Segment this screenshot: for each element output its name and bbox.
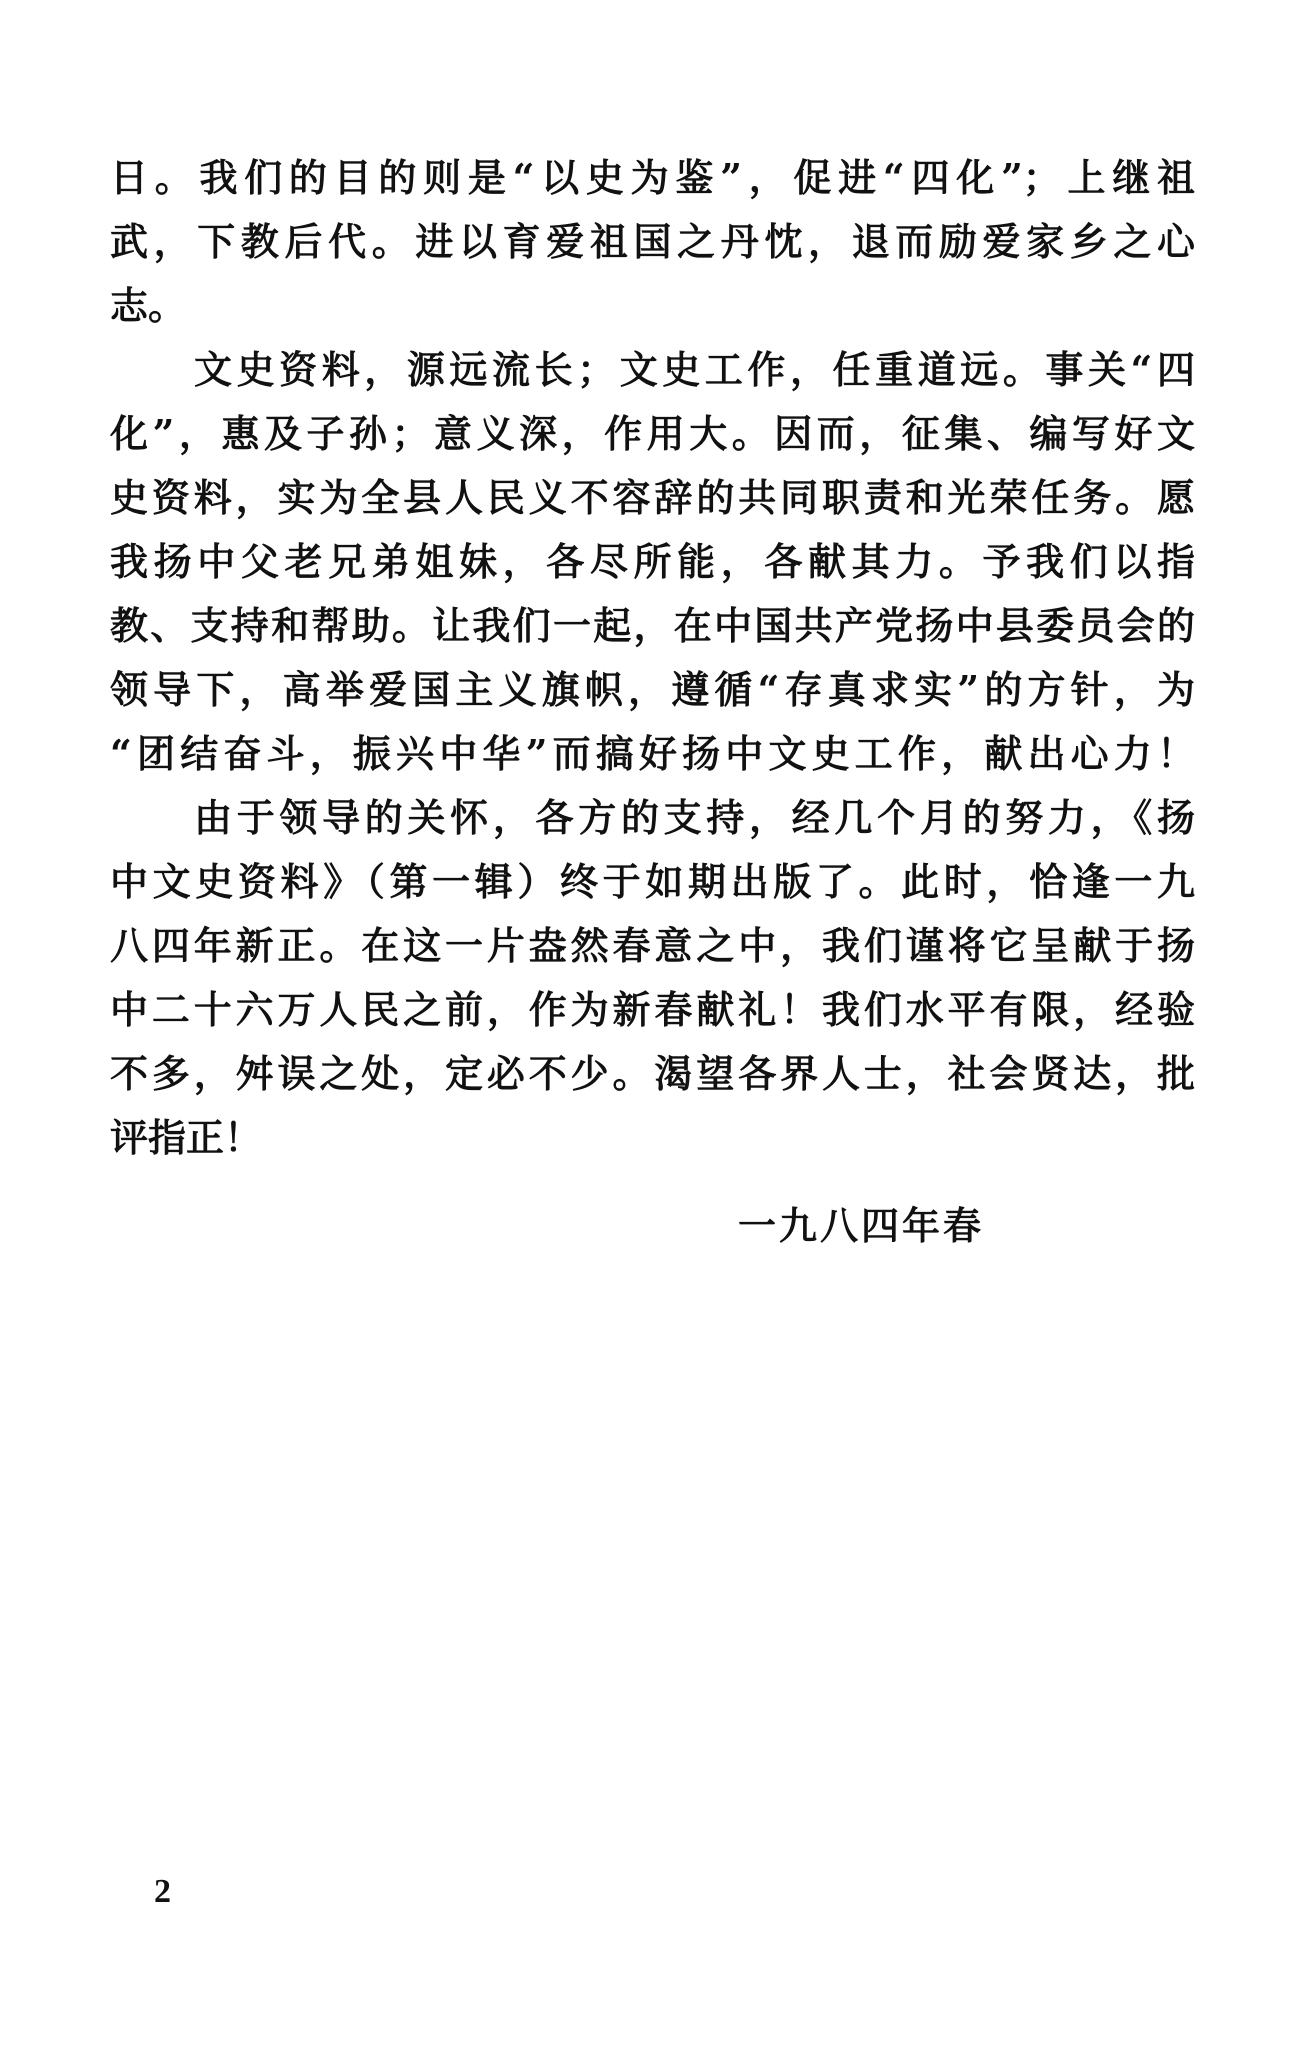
page-number: 2 <box>154 1873 171 1910</box>
text-line: 我扬中父老兄弟姐妹，各尽所能，各献其力。予我们以指 <box>110 539 1195 584</box>
paragraph-3 <box>110 786 1195 1170</box>
text-line: “团结奋斗，振兴中华”而搞好扬中文史工作，献出心力！ <box>110 731 1195 776</box>
text-line: 教、支持和帮助。让我们一起，在中国共产党扬中县委员会的 <box>110 603 1195 648</box>
text-line: 史资料，实为全县人民义不容辞的共同职责和光荣任务。愿 <box>110 475 1195 520</box>
text-line: 评指正！ <box>110 1115 263 1160</box>
paragraph-2 <box>110 338 1195 786</box>
text-line: 领导下，高举爱国主义旗帜，遵循“存真求实”的方针，为 <box>110 667 1195 712</box>
text-line: 化”，惠及子孙；意义深，作用大。因而，征集、编写好文 <box>110 411 1195 456</box>
text-line: 不多，舛误之处，定必不少。渴望各界人士，社会贤达，批 <box>110 1051 1195 1096</box>
text-line: 中二十六万人民之前，作为新春献礼！我们水平有限，经验 <box>110 987 1195 1032</box>
text-line: 八四年新正。在这一片盎然春意之中，我们谨将它呈献于扬 <box>110 923 1195 968</box>
body-text <box>110 146 1195 1170</box>
text-line: 志。 <box>110 283 187 328</box>
text-line: 日。我们的目的则是“以史为鉴”，促进“四化”；上继祖 <box>110 155 1195 200</box>
text-line: 由于领导的关怀，各方的支持，经几个月的努力，《扬 <box>194 795 1195 840</box>
paragraph-1 <box>110 146 1195 338</box>
signature-date: 一九八四年春 <box>738 1203 985 1248</box>
text-line: 武，下教后代。进以育爱祖国之丹忱，退而励爱家乡之心 <box>110 219 1195 264</box>
text-line: 中文史资料》（第一辑）终于如期出版了。此时，恰逢一九 <box>110 859 1195 904</box>
text-line: 文史资料，源远流长；文史工作，任重道远。事关“四 <box>194 347 1195 392</box>
